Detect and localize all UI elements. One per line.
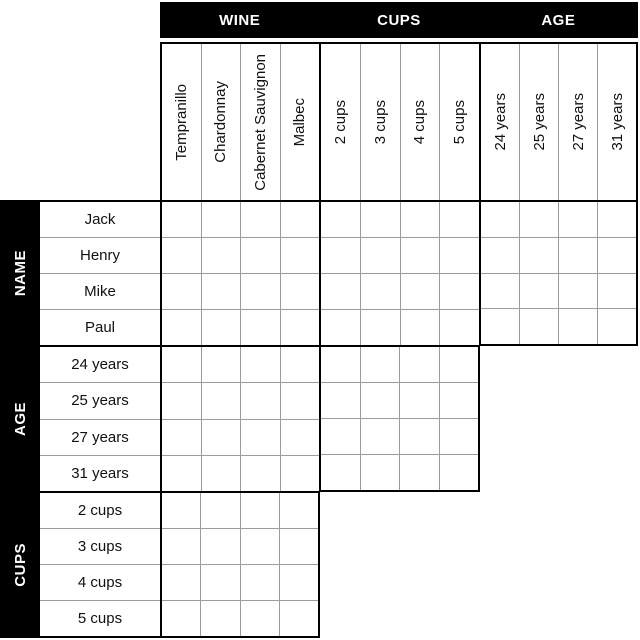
grid-cell[interactable]: [241, 529, 279, 564]
grid-cell[interactable]: [162, 383, 201, 418]
grid-cell[interactable]: [598, 202, 636, 237]
grid-cell[interactable]: [162, 601, 200, 636]
grid-cell[interactable]: [281, 456, 320, 491]
grid-cell[interactable]: [162, 420, 201, 455]
grid-cell[interactable]: [162, 529, 200, 564]
grid-cell[interactable]: [201, 529, 239, 564]
grid-cell[interactable]: [481, 202, 519, 237]
grid-cell[interactable]: [361, 455, 400, 490]
column-header-tempranillo: [162, 44, 201, 200]
grid-cell[interactable]: [241, 601, 279, 636]
grid-cell[interactable]: [440, 274, 479, 309]
grid-cell[interactable]: [361, 202, 400, 237]
grid-cell[interactable]: [481, 309, 519, 344]
row-label-group-name: [40, 200, 160, 346]
grid-block-name-cups: [320, 200, 480, 346]
column-header-31-years: [598, 44, 636, 200]
grid-cell[interactable]: [281, 238, 320, 273]
row-label-mike: Mike: [40, 274, 160, 309]
top-category-cups: CUPS: [377, 11, 421, 29]
grid-cell[interactable]: [202, 456, 241, 491]
column-header-label: 24 years: [491, 93, 509, 151]
top-category-age: AGE: [541, 11, 576, 29]
top-category-wine: WINE: [219, 11, 261, 29]
grid-cell[interactable]: [440, 419, 479, 454]
grid-cell[interactable]: [440, 455, 479, 490]
grid-cell[interactable]: [559, 238, 597, 273]
grid-cell[interactable]: [280, 493, 318, 528]
grid-cell[interactable]: [241, 383, 280, 418]
grid-cell[interactable]: [361, 310, 400, 345]
grid-cell[interactable]: [559, 309, 597, 344]
grid-cell[interactable]: [440, 347, 479, 382]
grid-cell[interactable]: [400, 455, 439, 490]
grid-cell[interactable]: [201, 601, 239, 636]
grid-cell[interactable]: [241, 565, 279, 600]
grid-cell[interactable]: [361, 238, 400, 273]
row-label-4-cups: 4 cups: [40, 565, 160, 600]
column-header-label: 5 cups: [451, 99, 469, 145]
column-header-27-years: [559, 44, 597, 200]
grid-cell[interactable]: [520, 238, 558, 273]
grid-block-age-cups: [320, 346, 480, 492]
grid-cell[interactable]: [241, 238, 280, 273]
grid-cell[interactable]: [241, 493, 279, 528]
grid-cell[interactable]: [162, 456, 201, 491]
grid-cell[interactable]: [401, 202, 440, 237]
column-header-label: Cabernet Sauvignon: [251, 53, 269, 191]
grid-cell[interactable]: [241, 347, 280, 382]
column-header-5-cups: [440, 44, 479, 200]
grid-cell[interactable]: [400, 347, 439, 382]
row-label-henry: Henry: [40, 238, 160, 273]
grid-cell[interactable]: [401, 310, 440, 345]
grid-cell[interactable]: [162, 238, 201, 273]
row-label-group-age: [40, 346, 160, 492]
left-category-age: [0, 346, 40, 492]
grid-cell[interactable]: [481, 274, 519, 309]
grid-cell[interactable]: [440, 238, 479, 273]
grid-cell[interactable]: [598, 309, 636, 344]
column-header-group-age: [480, 42, 638, 200]
row-label-paul: Paul: [40, 310, 160, 345]
grid-cell[interactable]: [202, 238, 241, 273]
grid-cell[interactable]: [281, 347, 320, 382]
column-header-4-cups: [401, 44, 440, 200]
left-category-label: NAME: [11, 249, 29, 297]
grid-cell[interactable]: [401, 274, 440, 309]
grid-cell[interactable]: [401, 238, 440, 273]
column-header-2-cups: [321, 44, 360, 200]
row-label-2-cups: 2 cups: [40, 493, 160, 528]
grid-cell[interactable]: [280, 601, 318, 636]
grid-cell[interactable]: [281, 310, 320, 345]
grid-block-age-wine: [160, 346, 320, 492]
grid-cell[interactable]: [202, 274, 241, 309]
column-header-label: 31 years: [608, 93, 626, 151]
grid-cell[interactable]: [361, 347, 400, 382]
grid-cell[interactable]: [440, 202, 479, 237]
grid-cell[interactable]: [202, 420, 241, 455]
grid-cell[interactable]: [202, 347, 241, 382]
grid-cell[interactable]: [162, 565, 200, 600]
grid-cell[interactable]: [321, 347, 360, 382]
grid-cell[interactable]: [598, 238, 636, 273]
grid-cell[interactable]: [241, 456, 280, 491]
row-label-3-cups: 3 cups: [40, 529, 160, 564]
grid-cell[interactable]: [162, 347, 201, 382]
column-header-label: 4 cups: [411, 99, 429, 145]
row-label-27-years: 27 years: [40, 420, 160, 455]
column-header-group-cups: [320, 42, 480, 200]
grid-cell[interactable]: [440, 310, 479, 345]
grid-cell[interactable]: [281, 420, 320, 455]
top-category-band: [160, 2, 638, 38]
column-header-label: 2 cups: [331, 99, 349, 145]
row-label-31-years: 31 years: [40, 456, 160, 491]
row-label-jack: Jack: [40, 202, 160, 237]
grid-cell[interactable]: [162, 493, 200, 528]
grid-cell[interactable]: [202, 202, 241, 237]
grid-cell[interactable]: [321, 419, 360, 454]
grid-cell[interactable]: [281, 202, 320, 237]
column-header-cabernet-sauvignon: [241, 44, 280, 200]
grid-cell[interactable]: [321, 310, 360, 345]
grid-cell[interactable]: [201, 565, 239, 600]
grid-cell[interactable]: [361, 419, 400, 454]
left-category-label: AGE: [11, 401, 29, 436]
grid-cell[interactable]: [598, 274, 636, 309]
column-header-label: Chardonnay: [212, 81, 230, 163]
column-header-label: Malbec: [291, 97, 309, 147]
grid-cell[interactable]: [241, 310, 280, 345]
grid-cell[interactable]: [400, 419, 439, 454]
grid-cell[interactable]: [559, 274, 597, 309]
column-header-label: 3 cups: [371, 99, 389, 145]
grid-cell[interactable]: [400, 383, 439, 418]
grid-block-name-wine: [160, 200, 320, 346]
grid-cell[interactable]: [241, 202, 280, 237]
column-header-group-wine: [160, 42, 320, 200]
grid-cell[interactable]: [162, 202, 201, 237]
row-label-5-cups: 5 cups: [40, 601, 160, 636]
grid-cell[interactable]: [321, 274, 360, 309]
grid-block-name-age: [480, 200, 638, 346]
left-category-name: [0, 200, 40, 346]
grid-cell[interactable]: [241, 274, 280, 309]
grid-cell[interactable]: [281, 274, 320, 309]
grid-cell[interactable]: [520, 309, 558, 344]
grid-cell[interactable]: [559, 202, 597, 237]
grid-cell[interactable]: [321, 455, 360, 490]
row-label-25-years: 25 years: [40, 383, 160, 418]
grid-cell[interactable]: [201, 493, 239, 528]
grid-cell[interactable]: [162, 310, 201, 345]
grid-cell[interactable]: [361, 274, 400, 309]
column-header-24-years: [481, 44, 519, 200]
column-header-3-cups: [361, 44, 400, 200]
left-category-cups: [0, 492, 40, 638]
grid-cell[interactable]: [520, 202, 558, 237]
grid-cell[interactable]: [321, 202, 360, 237]
grid-cell[interactable]: [280, 565, 318, 600]
left-category-label: CUPS: [11, 543, 29, 587]
grid-cell[interactable]: [162, 274, 201, 309]
column-header-label: 27 years: [569, 93, 587, 151]
column-header-label: Tempranillo: [172, 83, 190, 161]
column-header-malbec: [281, 44, 320, 200]
left-category-band: [0, 200, 40, 638]
grid-cell[interactable]: [202, 383, 241, 418]
grid-cell[interactable]: [241, 420, 280, 455]
row-label-24-years: 24 years: [40, 347, 160, 382]
row-label-group-cups: [40, 492, 160, 638]
grid-block-cups-wine: [160, 492, 320, 638]
grid-cell[interactable]: [321, 238, 360, 273]
grid-cell[interactable]: [440, 383, 479, 418]
grid-cell[interactable]: [280, 529, 318, 564]
grid-cell[interactable]: [202, 310, 241, 345]
grid-cell[interactable]: [281, 383, 320, 418]
grid-cell[interactable]: [361, 383, 400, 418]
column-header-25-years: [520, 44, 558, 200]
grid-cell[interactable]: [321, 383, 360, 418]
grid-cell[interactable]: [481, 238, 519, 273]
column-header-label: 25 years: [530, 93, 548, 151]
column-header-chardonnay: [202, 44, 241, 200]
grid-cell[interactable]: [520, 274, 558, 309]
